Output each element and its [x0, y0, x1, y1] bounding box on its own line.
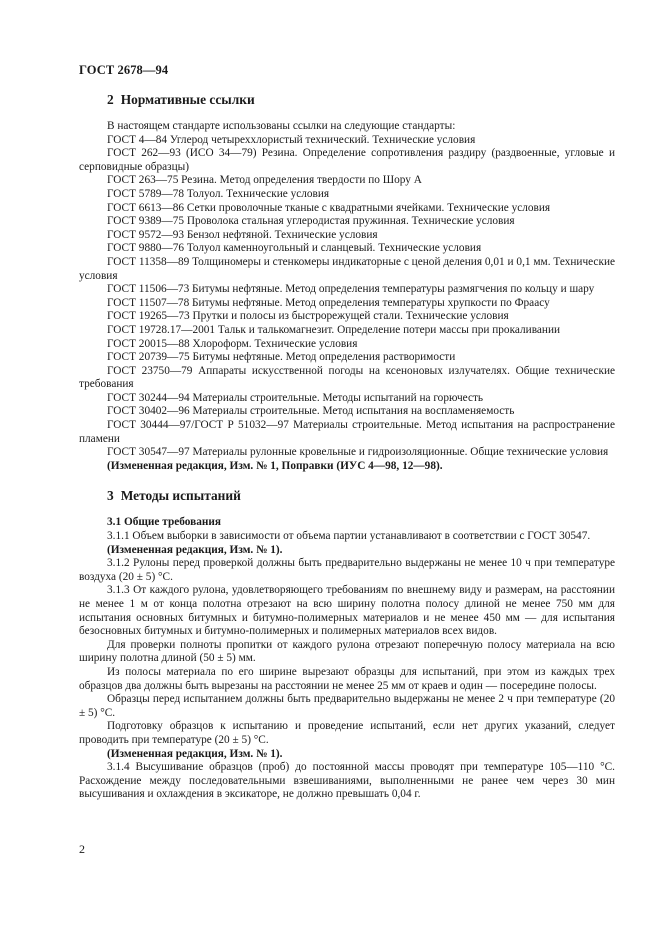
reference-item: ГОСТ 9572—93 Бензол нефтяной. Технические условия	[107, 228, 378, 241]
conditioning-paragraph: Образцы перед испытанием должны быть предварительно выдержаны не менее 2 ч при температуре (20 ± 5) °С.	[79, 693, 615, 719]
reference-item: ГОСТ 11358—89 Толщиномеры и стенкомеры индикаторные с ценой деления 0,01 и 0,1 мм. Технические условия	[79, 255, 615, 282]
page-content	[79, 92, 615, 802]
reference-item: ГОСТ 19728.17—2001 Тальк и талькомагнезит. Определение потери массы при прокаливании	[107, 323, 561, 336]
section-3-title: Методы испытаний	[120, 488, 241, 504]
reference-item: ГОСТ 6613—86 Сетки проволочные тканые с квадратными ячейками. Технические условия	[107, 201, 551, 214]
revision-note-1: (Измененная редакция, Изм. № 1).	[107, 543, 283, 556]
reference-item: ГОСТ 9880—76 Толуол каменноугольный и сланцевый. Технические условия	[107, 242, 482, 255]
section-2-number: 2	[107, 92, 114, 107]
impregnation-paragraph: Для проверки полноты пропитки от каждого рулона отрезают поперечную полосу материала на всю ширину полотна длиной (50 ± 5) мм.	[79, 638, 615, 665]
reference-item: ГОСТ 9389—75 Проволока стальная углеродистая пружинная. Технические условия	[107, 215, 515, 228]
reference-item: ГОСТ 30547—97 Материалы рулонные кровельные и гидроизоляционные. Общие технические условия	[107, 446, 609, 459]
section-3-number: 3	[107, 488, 114, 504]
reference-item: ГОСТ 11506—73 Битумы нефтяные. Метод определения температуры размягчения по кольцу и шару	[107, 283, 595, 296]
clause-3-1-4: 3.1.4 Высушивание образцов (проб) до постоянной массы проводят при температуре 105—110 °С. Расхождение между последовательными взвешиваниями, выполненными не ранее чем через 30 мин высушивания и охлаждения в эксикаторе, не должно превышать 0,04 г.	[79, 761, 615, 801]
test-conditions-paragraph: Подготовку образцов к испытанию и проведение испытаний, если нет других указаний, следует проводить при температуре (20 ± 5) °С.	[79, 720, 615, 746]
reference-item: ГОСТ 23750—79 Аппараты искусственной погоды на ксеноновых излучателях. Общие технические требования	[79, 364, 615, 391]
subsection-3-1-title: 3.1 Общие требования	[107, 516, 221, 529]
reference-item: ГОСТ 20015—88 Хлороформ. Технические условия	[107, 337, 358, 350]
references-list	[79, 134, 615, 460]
refs-intro: В настоящем стандарте использованы ссылки на следующие стандарты:	[107, 120, 456, 132]
reference-item: ГОСТ 19265—73 Прутки и полосы из быстрорежущей стали. Технические условия	[107, 310, 509, 323]
reference-item: ГОСТ 20739—75 Битумы нефтяные. Метод определения растворимости	[107, 351, 456, 364]
reference-item: ГОСТ 262—93 (ИСО 34—79) Резина. Определение сопротивления раздиру (раздвоенные, угловые и серповидные образцы)	[79, 147, 615, 173]
clause-3-1-1: 3.1.1 Объем выборки в зависимости от объема партии устанавливают в соответствии с ГОСТ 30547.	[107, 530, 591, 543]
reference-item: ГОСТ 5789—78 Толуол. Технические условия	[107, 187, 330, 200]
section-2-revision-note: (Измененная редакция, Изм. № 1, Поправки (ИУС 4—98, 12—98).	[107, 459, 443, 472]
revision-note-2: (Измененная редакция, Изм. № 1).	[107, 747, 283, 760]
page-number: 2	[79, 842, 85, 856]
reference-item: ГОСТ 30444—97/ГОСТ Р 51032—97 Материалы строительные. Метод испытания на распространение пламени	[79, 419, 615, 445]
section-2-heading	[79, 92, 615, 108]
reference-item: ГОСТ 263—75 Резина. Метод определения твердости по Шору А	[107, 174, 422, 187]
section-2-title: Нормативные ссылки	[120, 92, 255, 107]
reference-item: ГОСТ 11507—78 Битумы нефтяные. Метод определения температуры хрупкости по Фраасу	[107, 296, 550, 309]
running-header: ГОСТ 2678—94	[79, 63, 169, 77]
section-3-heading	[79, 488, 615, 504]
reference-item: ГОСТ 4—84 Углерод четыреххлористый технический. Технические условия	[107, 133, 476, 146]
clause-3-1-2: 3.1.2 Рулоны перед проверкой должны быть предварительно выдержаны не менее 10 ч при температуре воздуха (20 ± 5) °С.	[79, 557, 615, 583]
reference-item: ГОСТ 30244—94 Материалы строительные. Методы испытаний на горючесть	[107, 391, 484, 404]
reference-item: ГОСТ 30402—96 Материалы строительные. Метод испытания на воспламеняемость	[107, 405, 515, 418]
specimen-cutting-paragraph: Из полосы материала по его ширине вырезают образцы для испытаний, при этом из каждых трех образцов два должны быть вырезаны на расстоянии не менее 25 мм от краев и один — посередине полосы.	[79, 665, 615, 692]
clause-3-1-3: 3.1.3 От каждого рулона, удовлетворяющего требованиям по внешнему виду и размерам, на расстоянии не менее 1 м от конца полотна отрезают на всю ширину полотна полосу длиной не менее 750 мм для испытания основных битумных и битумно-полимерных материалов и не менее 450 мм — для испытания безосновных битумных и битумно-полимерных и полимерных материалов всех видов.	[79, 584, 615, 638]
